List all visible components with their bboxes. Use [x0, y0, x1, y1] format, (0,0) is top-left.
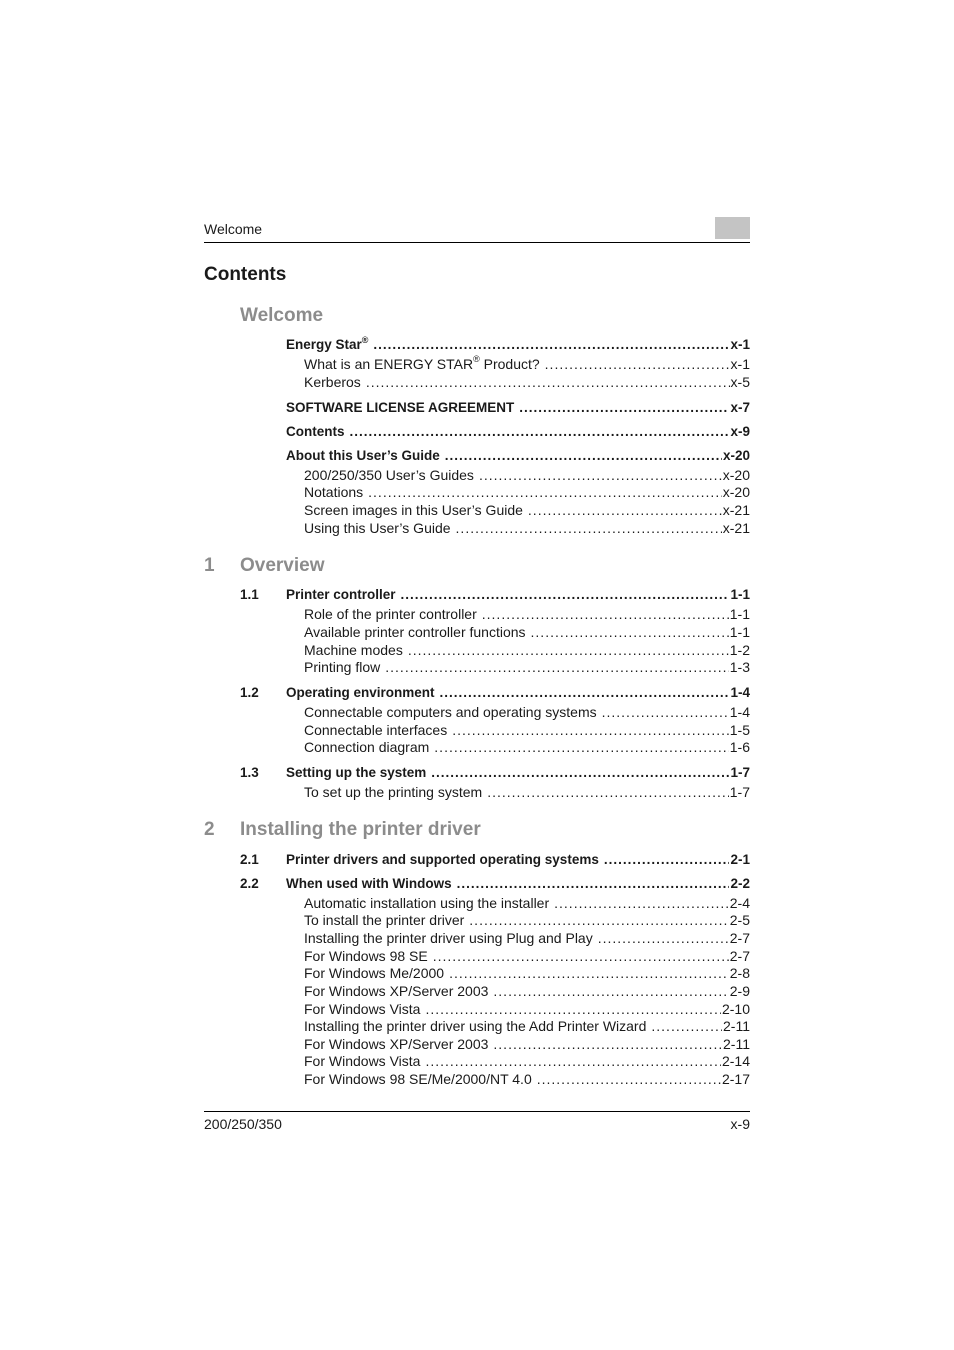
toc-entry[interactable] [0, 1017, 954, 1035]
section-number: 2.1 [240, 852, 259, 867]
toc-entry-text: Connectable interfaces [304, 722, 448, 738]
toc-page-number: 2-7 [729, 948, 750, 964]
toc-page-number: 1-4 [730, 685, 750, 700]
section-number: 2.2 [240, 876, 259, 891]
toc-entry-text: Notations [304, 484, 364, 500]
toc-entry-text: Operating environment [286, 685, 435, 700]
toc-page-number: x-20 [722, 467, 750, 483]
toc-entry[interactable] [0, 355, 954, 373]
toc-page-number: 1-6 [729, 739, 750, 755]
chapter-heading-installing-driver [204, 819, 750, 843]
toc-entry-text: 200/250/350 User’s Guides [304, 467, 474, 483]
toc-entry-text: Role of the printer controller [304, 606, 477, 622]
toc-entry[interactable] [0, 1052, 954, 1070]
toc-entry-text: For Windows XP/Server 2003 [304, 1036, 489, 1052]
toc-page-number: 2-11 [723, 1018, 750, 1034]
toc-entry-text: Connectable computers and operating systems [304, 704, 597, 720]
toc-entry[interactable] [0, 373, 954, 391]
toc-entry-text: Setting up the system [286, 765, 427, 780]
section-number: 1.3 [240, 765, 259, 780]
toc-page-number: 2-4 [729, 895, 750, 911]
toc-entry[interactable] [0, 483, 954, 501]
toc-entry[interactable] [0, 947, 954, 965]
chapter-tab-marker [715, 217, 750, 239]
toc-page-number: 1-7 [729, 784, 750, 800]
toc-entry-text: For Windows 98 SE [304, 948, 428, 964]
running-header [204, 221, 750, 243]
toc-page-number: x-21 [722, 502, 750, 518]
toc-page-number: 1-4 [729, 704, 750, 720]
toc-entry[interactable] [0, 875, 954, 893]
toc-entry[interactable] [0, 851, 954, 869]
toc-entry-text: Screen images in this User’s Guide [304, 502, 523, 518]
section-number: 1.2 [240, 685, 259, 700]
toc-entry-text: Printer drivers and supported operating systems [286, 852, 599, 867]
toc-entry-text: To install the printer driver [304, 912, 465, 928]
toc-page-number: x-5 [730, 374, 750, 390]
toc-entry[interactable] [0, 658, 954, 676]
toc-entry-text: Installing the printer driver using Plug and Play [304, 930, 593, 946]
toc-page-number: 2-14 [721, 1053, 750, 1069]
toc-entry-text: Energy Star® [286, 334, 369, 352]
toc-entry-text: For Windows XP/Server 2003 [304, 983, 489, 999]
toc-entry[interactable] [0, 703, 954, 721]
toc-page-number: 2-5 [729, 912, 750, 928]
toc-entry-text: When used with Windows [286, 876, 452, 891]
chapter-title: Installing the printer driver [240, 819, 481, 840]
page-title: Contents [204, 264, 287, 285]
toc-page-number: x-20 [722, 448, 750, 463]
toc-entry[interactable] [0, 501, 954, 519]
toc-entry[interactable] [0, 911, 954, 929]
toc-page-number: 2-11 [723, 1036, 750, 1052]
toc-page-number: 2-17 [721, 1071, 750, 1087]
chapter-heading-overview [204, 555, 750, 579]
toc-entry[interactable] [0, 423, 954, 441]
toc-entry[interactable] [0, 623, 954, 641]
toc-entry-text: SOFTWARE LICENSE AGREEMENT [286, 400, 515, 415]
toc-page-number: 1-1 [729, 606, 750, 622]
toc-page-number: 2-8 [729, 965, 750, 981]
chapter-title: Welcome [240, 305, 324, 326]
toc-entry[interactable] [0, 929, 954, 947]
toc-page-number: 2-7 [729, 930, 750, 946]
toc-entry-text: Kerberos [304, 374, 361, 390]
toc-entry[interactable] [0, 399, 954, 417]
toc-entry-text: Automatic installation using the installer [304, 895, 550, 911]
toc-entry[interactable] [0, 586, 954, 604]
toc-entry-text: Machine modes [304, 642, 403, 658]
toc-entry-text: What is an ENERGY STAR® Product? [304, 354, 540, 372]
toc-page-number: 2-10 [721, 1001, 750, 1017]
chapter-number: 1 [204, 555, 215, 576]
chapter-number: 2 [204, 819, 215, 840]
toc-page-number: 2-9 [729, 983, 750, 999]
toc-page-number: 1-5 [729, 722, 750, 738]
toc-entry-text: For Windows Me/2000 [304, 965, 445, 981]
toc-entry-text: Available printer controller functions [304, 624, 526, 640]
toc-entry-text: Contents [286, 424, 345, 439]
footer-model: 200/250/350 [204, 1116, 282, 1132]
toc-entry[interactable] [0, 684, 954, 702]
toc-page-number: x-21 [722, 520, 750, 536]
toc-entry[interactable] [0, 1035, 954, 1053]
toc-entry[interactable] [0, 466, 954, 484]
toc-page-number: 1-1 [729, 624, 750, 640]
toc-page-number: 2-1 [730, 852, 750, 867]
toc-entry[interactable] [0, 783, 954, 801]
toc-entry-text: Using this User’s Guide [304, 520, 451, 536]
toc-page-number: x-9 [730, 424, 750, 439]
toc-entry[interactable] [0, 336, 954, 354]
toc-entry[interactable] [0, 964, 954, 982]
toc-page-number: 1-3 [729, 659, 750, 675]
toc-page-number: x-1 [730, 337, 750, 352]
toc-entry[interactable] [0, 641, 954, 659]
toc-page-number: 1-2 [729, 642, 750, 658]
toc-page-number: x-7 [730, 400, 750, 415]
toc-page-number: x-20 [722, 484, 750, 500]
toc-entry[interactable] [0, 721, 954, 739]
chapter-heading-welcome [204, 305, 750, 329]
toc-entry-text: To set up the printing system [304, 784, 483, 800]
toc-entry[interactable] [0, 764, 954, 782]
section-number: 1.1 [240, 587, 259, 602]
toc-entry[interactable] [0, 982, 954, 1000]
toc-entry[interactable] [0, 1070, 954, 1088]
toc-entry[interactable] [0, 519, 954, 537]
toc-entry[interactable] [0, 738, 954, 756]
toc-entry[interactable] [0, 447, 954, 465]
toc-entry-text: Connection diagram [304, 739, 430, 755]
toc-entry[interactable] [0, 605, 954, 623]
toc-entry-text: Printer controller [286, 587, 396, 602]
toc-entry-text: Installing the printer driver using the Add Printer Wizard [304, 1018, 647, 1034]
toc-entry-text: For Windows Vista [304, 1053, 421, 1069]
toc-entry-text: For Windows Vista [304, 1001, 421, 1017]
footer-page-number: x-9 [730, 1116, 750, 1132]
page-footer [204, 1111, 750, 1132]
toc-page-number: x-1 [730, 356, 750, 372]
toc-page-number: 1-7 [730, 765, 750, 780]
toc-entry[interactable] [0, 1000, 954, 1018]
toc-entry-text: About this User’s Guide [286, 448, 440, 463]
toc-entry-text: Printing flow [304, 659, 381, 675]
toc-entry-text: For Windows 98 SE/Me/2000/NT 4.0 [304, 1071, 532, 1087]
chapter-title: Overview [240, 555, 325, 576]
toc-entry[interactable] [0, 894, 954, 912]
toc-page-number: 2-2 [730, 876, 750, 891]
toc-page-number: 1-1 [730, 587, 750, 602]
running-header-label: Welcome [204, 221, 263, 237]
